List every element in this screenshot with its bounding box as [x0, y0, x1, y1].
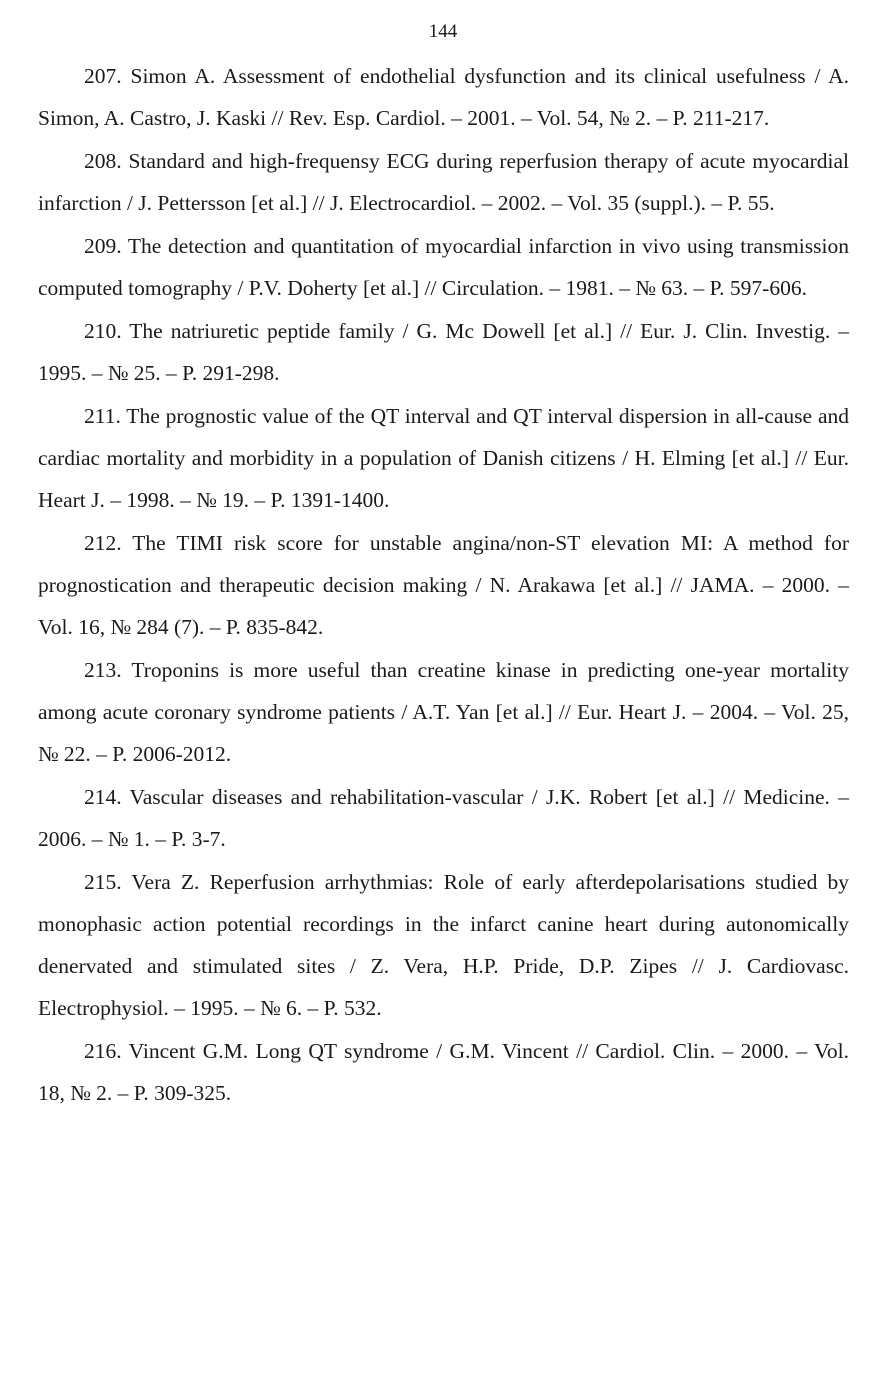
reference-item-211: 211. The prognostic value of the QT interval and QT interval dispersion in all-cause and cardiac mortality and morbidity in a population of Danish citizens / H. Elming [et al.] // Eur. Heart J. – 1998. – № 19. – P. 1391-1400.: [38, 404, 849, 512]
reference-item-214: 214. Vascular diseases and rehabilitation-vascular / J.K. Robert [et al.] // Medicine. – 2006. – № 1. – P. 3-7.: [38, 785, 849, 851]
reference-item-215: 215. Vera Z. Reperfusion arrhythmias: Role of early afterdepolarisations studied by monophasic action potential recordings in the infarct canine heart during autonomically denervated and stimulated sites / Z. Vera, H.P. Pride, D.P. Zipes // J. Cardiovasc. Electrophysiol. – 1995. – № 6. – P. 532.: [38, 870, 849, 1020]
reference-item-212: 212. The TIMI risk score for unstable angina/non-ST elevation MI: A method for prognostication and therapeutic decision making / N. Arakawa [et al.] // JAMA. – 2000. – Vol. 16, № 284 (7). – P. 835-842.: [38, 531, 849, 639]
reference-item-210: 210. The natriuretic peptide family / G. Mc Dowell [et al.] // Eur. J. Clin. Investig. – 1995. – № 25. – P. 291-298.: [38, 319, 849, 385]
reference-item-207: 207. Simon A. Assessment of endothelial dysfunction and its clinical usefulness / A. Simon, A. Castro, J. Kaski // Rev. Esp. Cardiol. – 2001. – Vol. 54, № 2. – P. 211-217.: [38, 64, 849, 130]
reference-list: [38, 55, 849, 1115]
reference-item-209: 209. The detection and quantitation of myocardial infarction in vivo using transmission computed tomography / P.V. Doherty [et al.] // Circulation. – 1981. – № 63. – P. 597-606.: [38, 234, 849, 300]
page-number: 144: [428, 21, 458, 42]
reference-item-216: 216. Vincent G.M. Long QT syndrome / G.M. Vincent // Cardiol. Clin. – 2000. – Vol. 18, № 2. – P. 309-325.: [38, 1039, 849, 1105]
reference-item-208: 208. Standard and high-frequensy ECG during reperfusion therapy of acute myocardial infarction / J. Pettersson [et al.] // J. Electrocardiol. – 2002. – Vol. 35 (suppl.). – P. 55.: [38, 149, 849, 215]
reference-item-213: 213. Troponins is more useful than creatine kinase in predicting one-year mortality among acute coronary syndrome patients / A.T. Yan [et al.] // Eur. Heart J. – 2004. – Vol. 25, № 22. – P. 2006-2012.: [38, 658, 849, 766]
